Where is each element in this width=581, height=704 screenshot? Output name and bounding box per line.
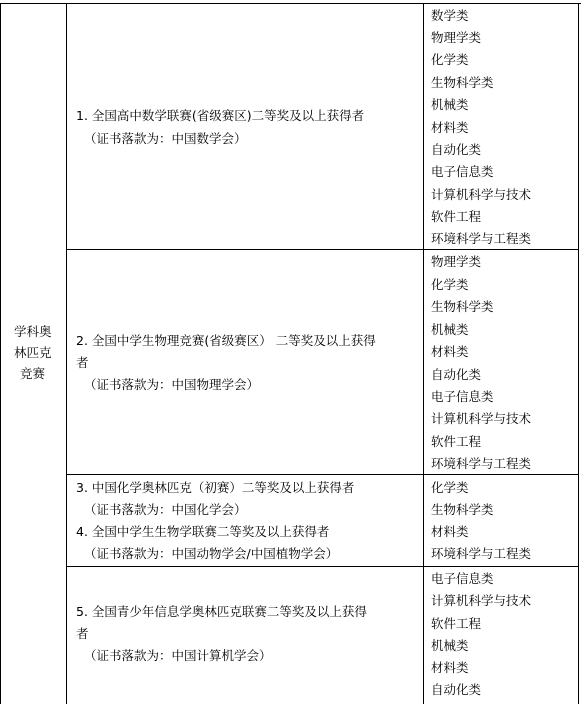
major-category: 生物科学类 <box>431 299 494 314</box>
major-category: 计算机科学与技术 <box>431 187 532 202</box>
certificate-note: （证书落款为：中国化学会） <box>84 502 247 517</box>
column-divider-1 <box>66 3 67 704</box>
table-border-top <box>0 3 581 4</box>
row-divider-1 <box>66 249 579 250</box>
major-category: 数学类 <box>431 8 469 23</box>
major-category: 电子信息类 <box>431 571 494 586</box>
major-category: 自动化类 <box>431 682 482 697</box>
competition-description: 3. 中国化学奥林匹克（初赛）二等奖及以上获得者 <box>76 480 355 495</box>
major-category: 机械类 <box>431 322 469 337</box>
category-label-line: 林匹克 <box>14 345 52 360</box>
major-category: 化学类 <box>431 480 469 495</box>
competition-description: 5. 全国青少年信息学奥林匹克联赛二等奖及以上获得 <box>76 604 367 619</box>
major-category: 化学类 <box>431 277 469 292</box>
major-category: 自动化类 <box>431 142 482 157</box>
category-label-line: 竞赛 <box>20 366 46 381</box>
major-category: 自动化类 <box>431 367 482 382</box>
major-category: 软件工程 <box>431 209 482 224</box>
major-category: 环境科学与工程类 <box>431 546 532 561</box>
major-category: 电子信息类 <box>431 164 494 179</box>
major-category: 生物科学类 <box>431 75 494 90</box>
competition-description: 1. 全国高中数学联赛(省级赛区)二等奖及以上获得者 <box>76 108 365 123</box>
major-category: 物理学类 <box>431 254 482 269</box>
competition-description: 2. 全国中学生物理竞赛(省级赛区） 二等奖及以上获得 <box>76 333 376 348</box>
competition-description: 者 <box>76 355 89 370</box>
major-category: 计算机科学与技术 <box>431 411 532 426</box>
column-divider-2 <box>423 3 424 704</box>
certificate-note: （证书落款为：中国数学会） <box>84 131 247 146</box>
major-category: 物理学类 <box>431 30 482 45</box>
row-divider-2 <box>66 474 579 475</box>
major-category: 材料类 <box>431 120 469 135</box>
certificate-note: （证书落款为：中国动物学会/中国植物学会） <box>84 546 339 561</box>
major-category: 材料类 <box>431 660 469 675</box>
major-category: 生物科学类 <box>431 502 494 517</box>
table-border-right <box>578 3 579 704</box>
major-category: 机械类 <box>431 638 469 653</box>
major-category: 电子信息类 <box>431 389 494 404</box>
major-category: 环境科学与工程类 <box>431 231 532 246</box>
major-category: 环境科学与工程类 <box>431 456 532 471</box>
major-category: 化学类 <box>431 52 469 67</box>
certificate-note: （证书落款为：中国物理学会） <box>84 377 260 392</box>
major-category: 计算机科学与技术 <box>431 593 532 608</box>
category-label-line: 学科奥 <box>14 324 52 339</box>
competition-description: 者 <box>76 626 89 641</box>
table-border-left <box>0 3 1 704</box>
major-category: 材料类 <box>431 524 469 539</box>
major-category: 软件工程 <box>431 616 482 631</box>
row-divider-3 <box>66 566 579 567</box>
major-category: 材料类 <box>431 344 469 359</box>
competition-description: 4. 全国中学生生物学联赛二等奖及以上获得者 <box>76 524 330 539</box>
major-category: 机械类 <box>431 97 469 112</box>
certificate-note: （证书落款为：中国计算机学会） <box>84 648 272 663</box>
major-category: 软件工程 <box>431 434 482 449</box>
